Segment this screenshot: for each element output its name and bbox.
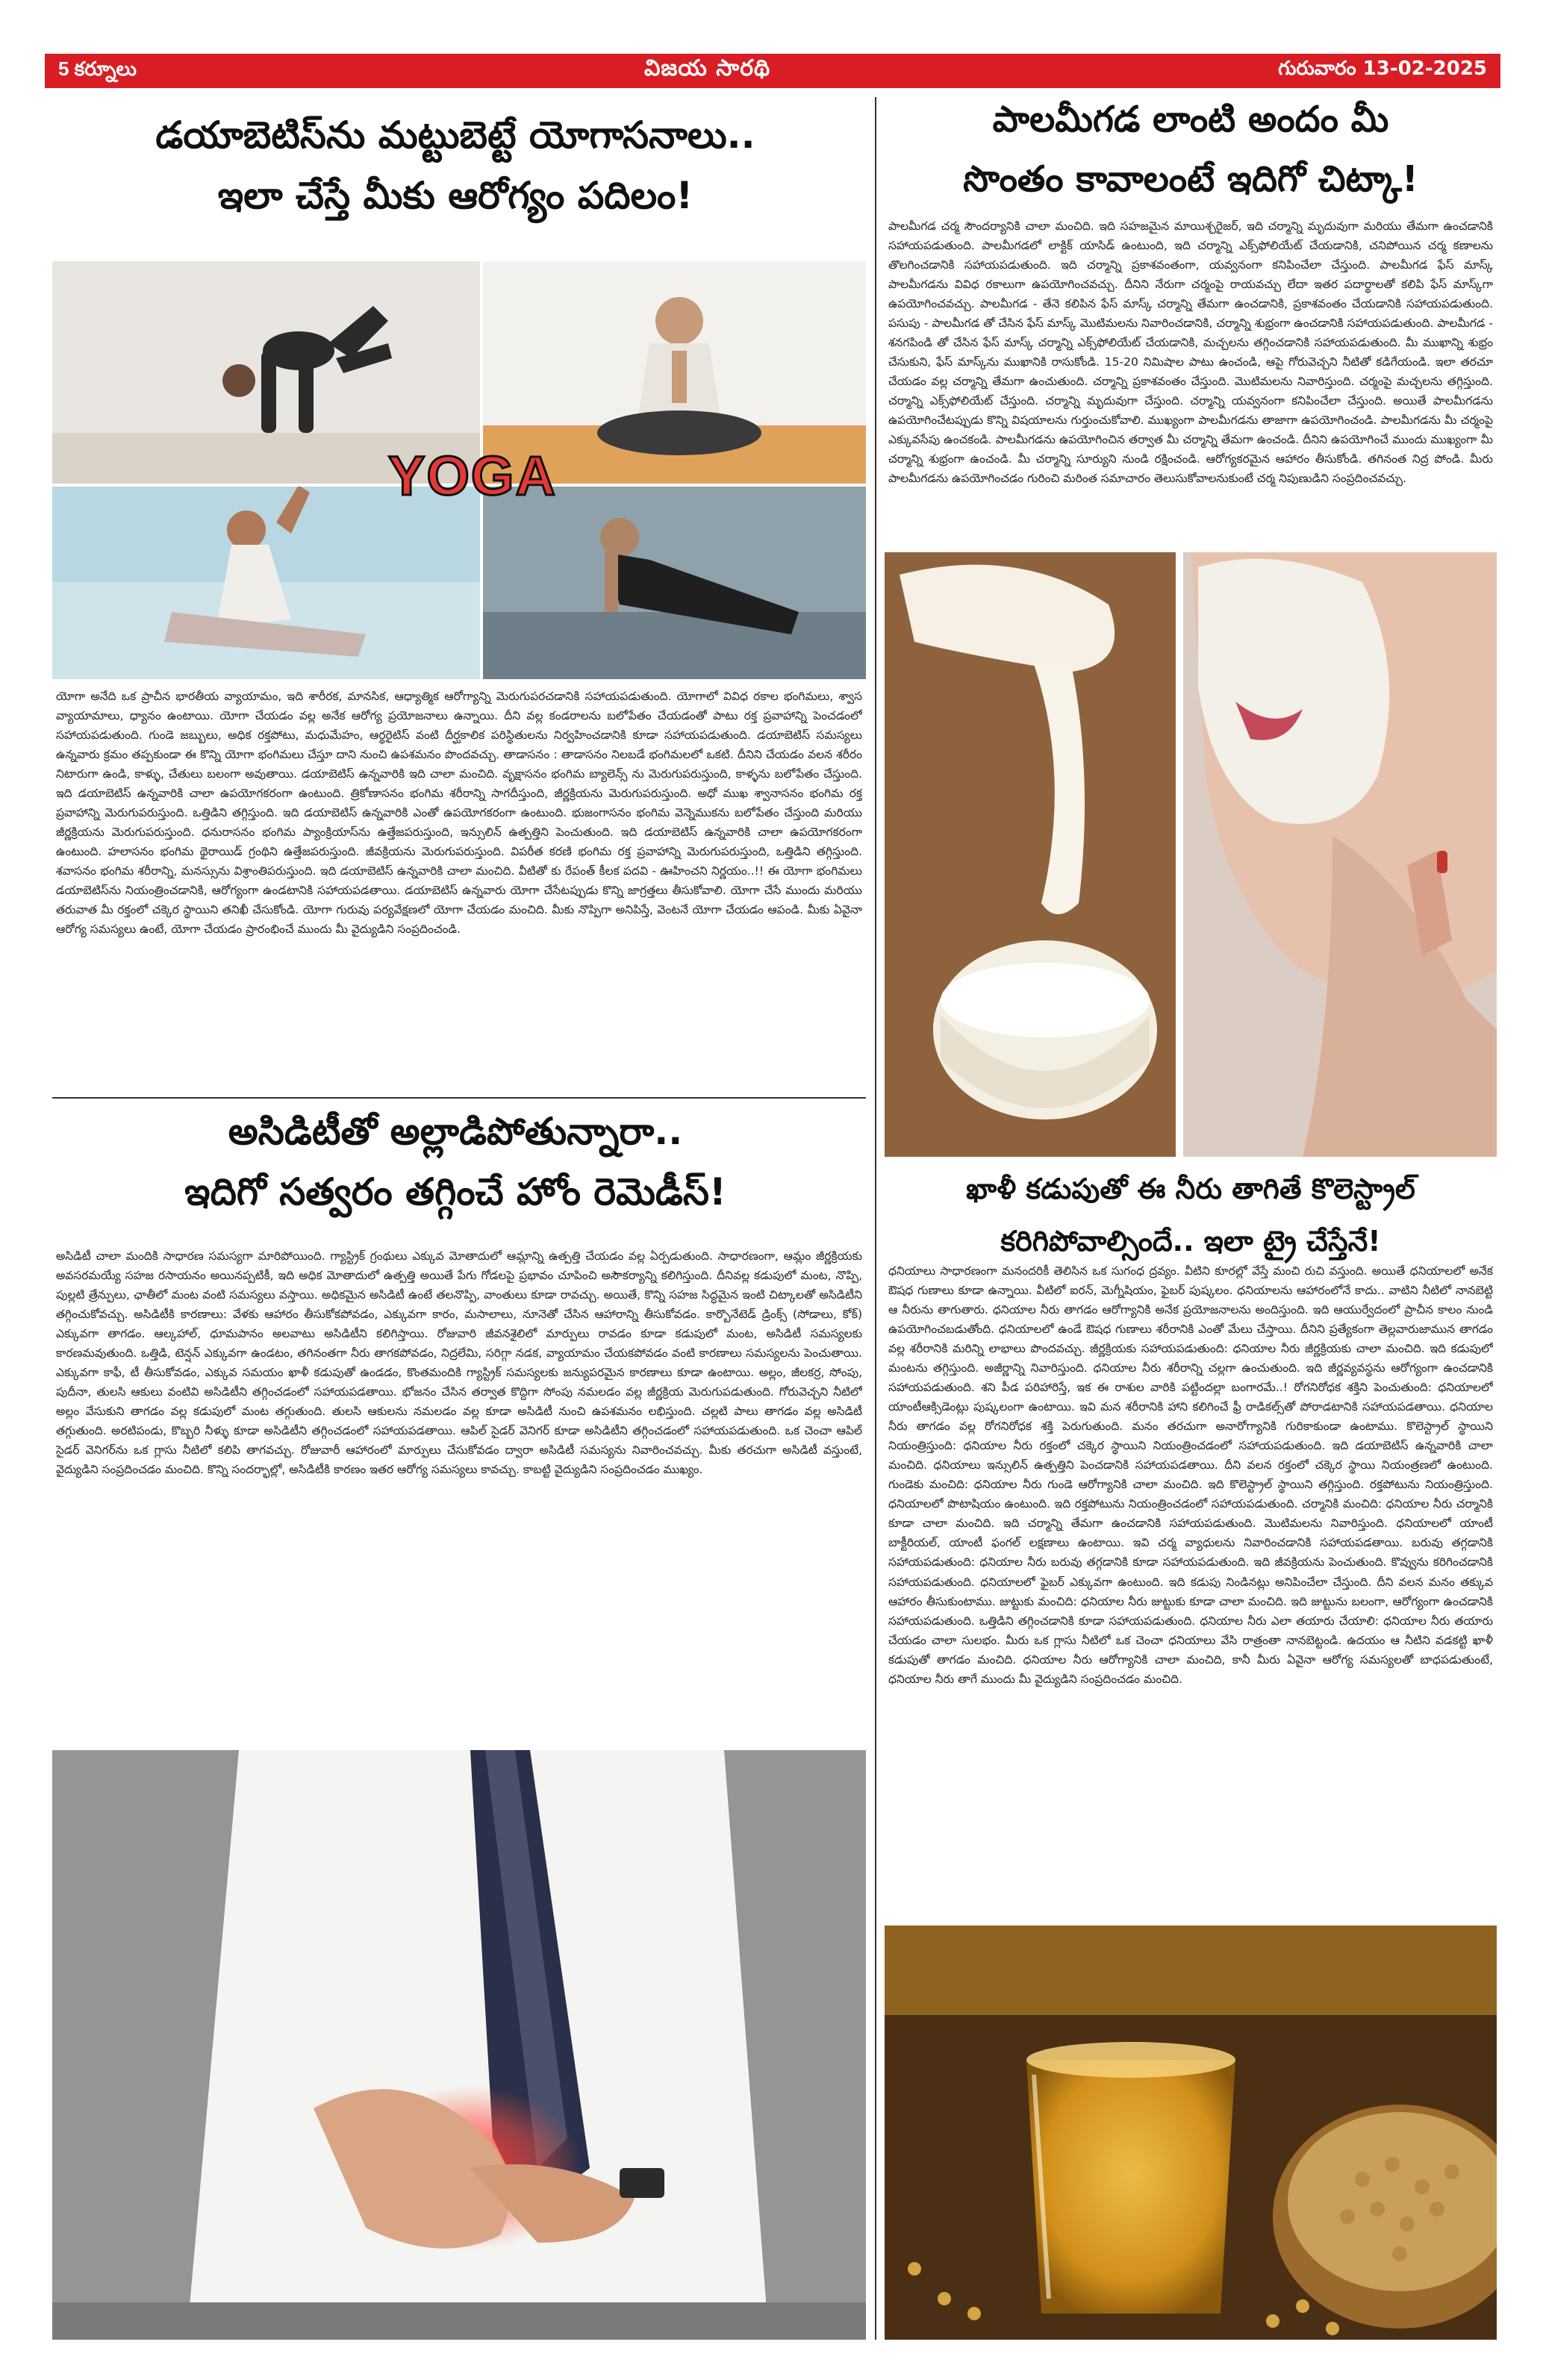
acidity-headline [45, 1108, 866, 1215]
yoga-headline [45, 112, 866, 219]
masthead [45, 54, 1500, 88]
acidity-headline-line2: ఇదిగో సత్వరం తగ్గించే హోం రెమెడీస్! [184, 1169, 726, 1214]
publication-date: గురువారం 13-02-2025 [1278, 57, 1487, 80]
coriander-headline-line2: కరిగిపోవాల్సిందే.. ఇలా ట్రై చేస్తేనే! [1000, 1224, 1381, 1258]
column-divider-vertical [875, 97, 876, 2340]
cream-article-body: పాలమీగడ చర్మ సౌందర్యానికి చాలా మంచిది. ఇది సహజమైన మాయిశ్చరైజర్, ఇది చర్మాన్ని మృదువుగా మరియు తేమగా ఉంచడానికి సహాయపడుతుంది. పాలమీగడలో లాక్టిక్ యాసిడ్ ఉంటుంది, ఇది చర్మాన్ని ఎక్స్‌ఫోలియేట్ చేయడానికి, చనిపోయిన చర్మ కణాలను తొలగించడానికి సహాయపడుతుంది. ఇది చర్మాన్ని ప్రకాశవంతంగా, యవ్వనంగా కనిపించేలా చేస్తుంది. పాలమీగడ ఫేస్ మాస్క్ పాలమీగడను వివిధ రకాలుగా ఉపయోగించవచ్చు. దీనిని నేరుగా చర్మంపై రాయవచ్చు లేదా ఇతర పదార్థాలతో కలిపి ఫేస్ మాస్క్‌గా ఉపయోగించవచ్చు. పాలమీగడ - తేనె కలిపిన ఫేస్ మాస్క్ చర్మాన్ని తేమగా ఉంచడానికి, ప్రకాశవంతం చేయడానికి సహాయపడుతుంది. పసుపు - పాలమీగడ తో చేసిన ఫేస్ మాస్క్ మొటిమలను నివారించడానికి, చర్మాన్ని శుభ్రంగా ఉంచడానికి సహాయపడుతుంది. పాలమీగడ - శనగపిండి తో చేసిన ఫేస్ మాస్క్ చర్మాన్ని ఎక్స్‌ఫోలియేట్ చేయడానికి, మచ్చలను తగ్గించడానికి సహాయపడుతుంది. మీ ముఖాన్ని శుభ్రం చేసుకుని, ఫేస్ మాస్క్‌ను ముఖానికి రాసుకోండి. 15-20 నిమిషాల పాటు ఉంచండి, ఆపై గోరువెచ్చని నీటితో కడిగేయండి. ఇలా తరచూ చేయడం వల్ల చర్మాన్ని తేమగా ఉంచుతుంది. చర్మాన్ని ప్రకాశవంతం చేస్తుంది. మొటిమలను నివారిస్తుంది. చర్మంపై మచ్చలను తగ్గిస్తుంది. చర్మాన్ని ఎక్స్‌ఫోలియేట్ చేస్తుంది. చర్మాన్ని మృదువుగా చేస్తుంది. చర్మాన్ని యవ్వనంగా కనిపించేలా చేస్తుంది. అయితే పాలమీగడను ఉపయోగించేటప్పుడు కొన్ని విషయాలను గుర్తుంచుకోవాలి. ముఖ్యంగా పాలమీగడను తాజాగా ఉపయోగించండి. పాలమీగడను మీ చర్మంపై ఎక్కువసేపు ఉంచకండి. పాలమీగడను ఉపయోగించిన తర్వాత మీ చర్మాన్ని తేమగా ఉంచండి. దీనిని ఉపయోగించే ముందు ముఖ్యంగా మీ చర్మాన్ని శుభ్రంగా ఉంచండి. మీ చర్మాన్ని సూర్యుని నుండి రక్షించండి. ఆరోగ్యకరమైన ఆహారం తీసుకోండి. తగినంత నిద్ర పోండి. మీరు పాలమీగడను ఉపయోగించడం గురించి మరింత సమాచారం తెలుసుకోవాలనుకుంటే చర్మ నిపుణుడిని సంప్రదించవచ్చు. [888, 219, 1493, 486]
yoga-headline-line1: డయాబెటిస్‌ను మట్టుబెట్టే యోగాసనాలు.. [155, 113, 755, 157]
milk-cream-face-mask-image [885, 552, 1497, 1157]
coriander-article-body: ధనియాలు సాధారణంగా మనందరికీ తెలిసిన ఒక సుగంధ ద్రవ్యం. వీటిని కూరల్లో వేస్తే మంచి రుచి వస్తుంది. అయితే ధనియాలలో అనేక ఔషధ గుణాలు కూడా ఉన్నాయి. వీటిలో ఐరన్, మెగ్నీషియం, ఫైబర్ పుష్కలం. ధనియాలను ఆహారంలోనే కాదు.. వాటిని నీటిలో నానబెట్టి ఆ నీరును తాగుతారు. ధనియాల నీరు తాగడం ఆరోగ్యానికి అనేక ప్రయోజనాలను అందిస్తుంది. ఇది ఆయుర్వేదంలో ప్రాచీన కాలం నుండి ఉపయోగించబడుతోంది. ధనియాలలో ఉండే ఔషధ గుణాలు శరీరానికి ఎంతో మేలు చేస్తాయి. దీనిని ప్రత్యేకంగా తెల్లవారుజామున తాగడం వల్ల శరీరానికి మరిన్ని లాభాలు పొందవచ్చు. జీర్ణక్రియకు సహాయపడుతుంది: ధనియాల నీరు జీర్ణక్రియకు చాలా మంచిది. ఇది కడుపులో మంటను తగ్గిస్తుంది. అజీర్ణాన్ని నివారిస్తుంది. ధనియాల నీరు శరీరాన్ని చల్లగా ఉంచుతుంది. ఇది జీర్ణవ్యవస్థను ఆరోగ్యంగా ఉంచడానికి సహాయపడుతుంది. శని పీడ పరిహారిస్తే, ఇక ఈ రాశుల వారికి పట్టిందల్లా బంగారమే..! రోగనిరోధక శక్తిని పెంచుతుంది: ధనియాలలో యాంటీఆక్సిడెంట్లు పుష్కలంగా ఉంటాయి. ఇవి మన శరీరానికి హాని కలిగించే ఫ్రీ రాడికల్స్‌తో పోరాడటానికి సహాయపడతాయి. ధనియాల నీరు తాగడం వల్ల రోగనిరోధక శక్తి పెరుగుతుంది. మనం తరచుగా అనారోగ్యానికి గురికాకుండా ఉంటాము. కొలెస్ట్రాల్ స్థాయిని నియంత్రిస్తుంది: ధనియాల నీరు రక్తంలో చక్కెర స్థాయిని నియంత్రించడంలో సహాయపడుతుంది. ఇది డయాబెటిస్ ఉన్నవారికి చాలా మంచిది. ధనియాలు ఇన్సులిన్ ఉత్పత్తిని పెంచడానికి సహాయపడతాయి. దీని వలన రక్తంలో చక్కెర స్థాయి నియంత్రణలో ఉంటుంది. గుండెకు మంచిది: ధనియాల నీరు గుండె ఆరోగ్యానికి చాలా మంచిది. ఇది కొలెస్ట్రాల్ స్థాయిని తగ్గిస్తుంది. రక్తపోటును నియంత్రిస్తుంది. ధనియాలలో పొటాషియం ఉంటుంది. ఇది రక్తపోటును నియంత్రించడంలో సహాయపడుతుంది. చర్మానికి మంచిది: ధనియాల నీరు చర్మానికి కూడా చాలా మంచిది. ఇది చర్మాన్ని తేమగా ఉంచడానికి సహాయపడుతుంది. మొటిమలను నివారిస్తుంది. ధనియాలలో యాంటీ బాక్టీరియల్, యాంటీ ఫంగల్ లక్షణాలు ఉంటాయి. ఇవి చర్మ వ్యాధులను నివారించడానికి సహాయపడతాయి. బరువు తగ్గడానికి సహాయపడుతుంది: ధనియాల నీరు బరువు తగ్గడానికి కూడా సహాయపడుతుంది. ఇది జీవక్రియను పెంచుతుంది. కొవ్వును కరిగించడానికి సహాయపడుతుంది. ధనియాలలో ఫైబర్ ఎక్కువగా ఉంటుంది. ఇది కడుపు నిండినట్లు అనిపించేలా చేస్తుంది. దీని వలన మనం తక్కువ ఆహారం తీసుకుంటాము. జుట్టుకు మంచిది: ధనియాల నీరు జుట్టుకు కూడా చాలా మంచిది. ఇది జుట్టును బలంగా, ఆరోగ్యంగా ఉంచడానికి సహాయపడుతుంది. ఒత్తిడిని తగ్గించడానికి కూడా సహాయపడుతుంది. ధనియాల నీరు ఎలా తయారు చేయాలి: ధనియాల నీరు తయారు చేయడం చాలా సులభం. మీరు ఒక గ్లాసు నీటిలో ఒక చెంచా ధనియాలు వేసి రాత్రంతా నానబెట్టండి. ఉదయం ఆ నీటిని వడకట్టి ఖాళీ కడుపుతో తాగడం మంచిది. ధనియాల నీరు ఆరోగ్యానికి చాలా మంచిది, కానీ మీరు ఏవైనా ఆరోగ్య సమస్యలతో బాధపడుతుంటే, ధనియాల నీరు తాగే ముందు మీ వైద్యుడిని సంప్రదించడం మంచిది. [888, 1264, 1493, 1686]
cream-headline-line1: పాలమీగడ లాంటి అందం మీ [992, 99, 1389, 140]
cream-headline [885, 97, 1497, 202]
acidity-article-body: అసిడిటీ చాలా మందికి సాధారణ సమస్యగా మారిపోయింది. గ్యాస్ట్రిక్ గ్రంథులు ఎక్కువ మోతాదులో ఆమ్లాన్ని ఉత్పత్తి చేయడం వల్ల ఏర్పడుతుంది. సాధారణంగా, ఆమ్లం జీర్ణక్రియకు అవసరమయ్యే సహజ రసాయనం అయినప్పటికీ, ఇది అధిక మోతాదులో ఉత్పత్తి అయితే పేగు గోడలపై ప్రభావం చూపించి అసౌకర్యాన్ని కలిగిస్తుంది. దీనివల్ల కడుపులో మంట, నొప్పి, పుల్లటి త్రేన్పులు, ఛాతీలో మంట వంటి సమస్యలు వస్తాయి. అధికమైన అసిడిటీ ఉంటే తలనొప్పి, వాంతులు కూడా రావచ్చు. అయితే, కొన్ని సహజ సిద్ధమైన ఇంటి చిట్కాలతో అసిడిటీని తగ్గించుకోవచ్చు. అసిడిటీకి కారణాలు: వేళకు ఆహారం తీసుకోకపోవడం, ఎక్కువగా కారం, మసాలాలు, నూనెతో చేసిన ఆహారాన్ని తీసుకోవడం. కార్బొనేటెడ్ డ్రింక్స్ (సోడాలు, కోక్) ఎక్కువగా తాగడం. ఆల్కహాల్, ధూమపానం అలవాటు అసిడిటీని కలిగిస్తాయి. రోజువారి జీవనశైలిలో మార్పులు రావడం కూడా కడుపులో మంట, అసిడిటీ సమస్యలకు కారణమవుతుంది. ఒత్తిడి, టెన్షన్ ఎక్కువగా ఉండటం, తగినంతగా నీరు తాగకపోవడం, నిద్రలేమి, సరిగ్గా నడక, వ్యాయామం చేయకపోవడం వంటి కారణాలు సమస్యలను పెంచుతాయి. ఎక్కువగా కాఫీ, టీ తీసుకోవడం, ఎక్కువ సమయం ఖాళీ కడుపుతో ఉండడం, కొంతమందికి గ్యాస్ట్రిక్ సమస్యలకు జన్యుపరమైన కారణాలు కూడా ఉంటాయి. అల్లం, జీలకర్ర, సోంపు, పుదీనా, తులసి ఆకులు వంటివి అసిడిటీని తగ్గించడంలో సహాయపడతాయి. భోజనం చేసిన తర్వాత కొద్దిగా సోంపు నమలడం వల్ల జీర్ణక్రియ మెరుగుపడుతుంది. గోరువెచ్చని నీటిలో అల్లం వేసుకుని తాగడం వల్ల కడుపులో మంట తగ్గుతుంది. తులసి ఆకులను నమలడం వల్ల కూడా అసిడిటీ నుంచి ఉపశమనం లభిస్తుంది. చల్లటి పాలు తాగడం వల్ల అసిడిటీ తగ్గుతుంది. అరటిపండు, కొబ్బరి నీళ్ళు కూడా అసిడిటీని తగ్గించడంలో సహాయపడతాయి. ఆపిల్ సైడర్ వెనిగర్ కూడా అసిడిటీని తగ్గించడంలో సహాయపడుతుంది. ఒక చెంచా ఆపిల్ సైడర్ వెనిగర్‌ను ఒక గ్లాసు నీటిలో కలిపి తాగవచ్చు. రోజువారీ ఆహారంలో మార్పులు చేసుకోవడం ద్వారా అసిడిటీ సమస్యను నివారించవచ్చు. మీకు తరచుగా అసిడిటీ వస్తుంటే, వైద్యుడిని సంప్రదించడం మంచిది. కొన్ని సందర్భాల్లో, అసిడిటీకి కారణం ఇతర ఆరోగ్య సమస్యలు కావచ్చు. కాబట్టి వైద్యుడిని సంప్రదించడం ముఖ్యం. [56, 1249, 862, 1477]
yoga-overlay-text: YOGA [388, 445, 557, 507]
coriander-headline-line1: ఖాళీ కడుపుతో ఈ నీరు తాగితే కొలెస్ట్రాల్ [966, 1172, 1415, 1205]
cream-headline-line2: సొంతం కావాలంటే ఇదిగో చిట్కా! [963, 158, 1418, 200]
stomach-ache-image [52, 1750, 866, 2340]
coriander-water-image [885, 1925, 1497, 2340]
yoga-collage-image [52, 261, 866, 679]
acidity-headline-line1: అసిడిటీతో అల్లాడిపోతున్నారా.. [228, 1110, 683, 1153]
coriander-headline [885, 1172, 1497, 1259]
column-divider [52, 1097, 866, 1099]
yoga-headline-line2: ఇలా చేస్తే మీకు ఆరోగ్యం పదిలం! [217, 173, 693, 217]
newspaper-name: విజయ సారథి [644, 55, 771, 81]
yoga-article-body: యోగా అనేది ఒక ప్రాచీన భారతీయ వ్యాయామం, ఇది శారీరక, మానసిక, ఆధ్యాత్మిక ఆరోగ్యాన్ని మెరుగుపరచడానికి సహాయపడుతుంది. యోగాలో వివిధ రకాల భంగిమలు, శ్వాస వ్యాయామాలు, ధ్యానం ఉంటాయి. యోగా చేయడం వల్ల అనేక ఆరోగ్య ప్రయోజనాలు ఉన్నాయి. దీని వల్ల కండరాలను బలోపేతం చేయడంతో పాటు రక్త ప్రవాహాన్ని పెంచడంలో సహాయపడుతుంది. గుండె జబ్బులు, అధిక రక్తపోటు, మధుమేహం, ఆర్థరైటిస్ వంటి దీర్ఘకాలిక పరిస్థితులను నిర్వహించడానికి కూడా సహాయపడుతుంది. డయాబెటిస్ సమస్యలు ఉన్నవారు క్రమం తప్పకుండా ఈ కొన్ని యోగా భంగిమలు చేస్తూ దాని నుంచి ఉపశమనం పొందవచ్చు. తాడాసనం : తాడాసనం నిలబడే భంగిమలలో ఒకటి. దీనిని చేయడం వలన శరీరం నిటారుగా ఉండి, కాళ్ళు, చేతులు బలంగా అవుతాయి. డయాబెటిస్ ఉన్నవారికి ఇది చాలా మంచిది. వృక్షాసనం భంగిమ బ్యాలెన్స్ ను మెరుగుపరుస్తుంది, కాళ్ళను బలోపేతం చేస్తుంది. ఇది డయాబెటిస్ ఉన్నవారికి చాలా ఉపయోగకరంగా ఉంటుంది. త్రికోణాసనం భంగిమ శరీరాన్ని సాగదీస్తుంది, జీర్ణక్రియను మెరుగుపరుస్తుంది. అధో ముఖ శ్వానాసనం భంగిమ రక్త ప్రవాహాన్ని మెరుగుపరుస్తుంది. ఒత్తిడిని తగ్గిస్తుంది. ఇది డయాబెటిస్ ఉన్నవారికి ఎంతో ఉపయోగకరంగా ఉంటుంది. భుజంగాసనం భంగిమ వెన్నెముకను బలోపేతం చేస్తుంది మరియు జీర్ణక్రియను మెరుగుపరుస్తుంది. ధనురాసనం భంగిమ ప్యాంక్రియాస్‌ను ఉత్తేజపరుస్తుంది, ఇన్సులిన్ ఉత్పత్తిని పెంచుతుంది. ఇది డయాబెటిస్ ఉన్నవారికి చాలా ఉపయోగకరంగా ఉంటుంది. హలాసనం భంగిమ థైరాయిడ్ గ్రంథిని ఉత్తేజపరుస్తుంది. జీవక్రియను మెరుగుపరుస్తుంది. విపరీత కరణి భంగిమ రక్త ప్రవాహాన్ని మెరుగుపరుస్తుంది, ఒత్తిడిని తగ్గిస్తుంది. శవాసనం భంగిమ శరీరాన్ని, మనస్సును విశ్రాంతిపరుస్తుంది. ఇది డయాబెటిస్ ఉన్నవారికి చాలా మంచిది. వీటితో కు రేపంత్ కీలక పదవి - ఊహించని నిర్ణయం..!! ఈ యోగా భంగిమలు డయాబెటిస్‌ను నియంత్రించడానికి, ఆరోగ్యంగా ఉండటానికి సహాయపడతాయి. డయాబెటిస్ ఉన్నవారు యోగా చేసేటప్పుడు కొన్ని జాగ్రత్తలు తీసుకోవాలి. యోగా చేసే ముందు మరియు తరువాత మీ రక్తంలో చక్కెర స్థాయిని తనిఖీ చేసుకోండి. యోగా గురువు పర్యవేక్షణలో యోగా చేయడం మంచిది. మీకు నొప్పిగా అనిపిస్తే, వెంటనే యోగా చేయడం ఆపండి. మీకు ఏవైనా ఆరోగ్య సమస్యలు ఉంటే, యోగా చేయడం ప్రారంభించే ముందు మీ వైద్యుడిని సంప్రదించండి. [56, 690, 862, 937]
page-number: 5 కర్నూలు [58, 57, 137, 80]
